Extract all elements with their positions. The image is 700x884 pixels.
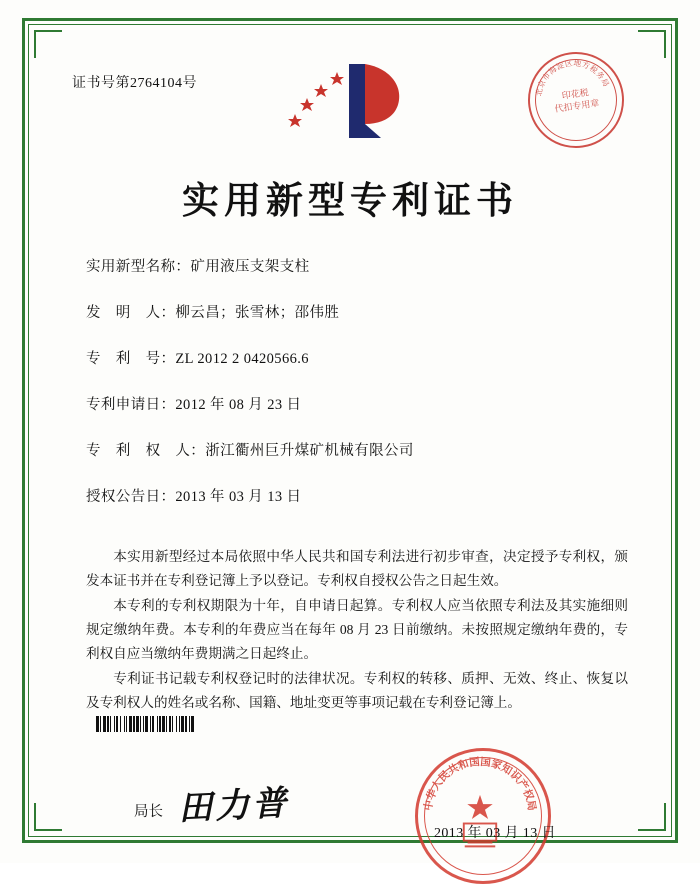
field-value: ZL 2012 2 0420566.6 xyxy=(175,351,309,367)
field-label: 专 利 权 人： xyxy=(86,443,206,459)
field-utility-model-name xyxy=(86,255,630,276)
barcode-icon xyxy=(96,716,284,732)
barcode-bar xyxy=(194,716,195,732)
field-value: 浙江衢州巨升煤矿机械有限公司 xyxy=(205,443,414,459)
corner-ornament-bottom-left xyxy=(34,803,62,831)
body-text xyxy=(86,545,628,716)
tax-stamp-center-text: 印花税 代扣专用章 xyxy=(553,87,600,115)
field-label: 发 明 人： xyxy=(86,305,176,321)
corner-ornament-top-left xyxy=(34,30,62,58)
fields-list xyxy=(86,255,630,531)
paragraph-2: 本专利的专利权期限为十年，自申请日起算。专利权人应当依照专利法及其实施细则规定缴纳年费。本专利的年费应当在每年 08 月 23 日前缴纳。未按照规定缴纳年费的，专利权自应当缴纳年费期满之日起终止。 xyxy=(86,598,628,661)
svg-text:北京市海淀区地方税务局: 北京市海淀区地方税务局 xyxy=(534,58,611,97)
field-authorization-announcement-date xyxy=(86,485,630,506)
field-label: 授权公告日： xyxy=(86,489,176,505)
official-seal xyxy=(415,748,551,884)
corner-ornament-top-right xyxy=(638,30,666,58)
field-patentee xyxy=(86,439,630,460)
field-value: 柳云昌；张雪林；邵伟胜 xyxy=(175,305,340,321)
tax-stamp xyxy=(522,46,630,154)
field-application-date xyxy=(86,393,630,414)
field-inventors xyxy=(86,301,630,322)
paragraph-1: 本实用新型经过本局依照中华人民共和国专利法进行初步审查，决定授予专利权，颁发本证书并在专利登记簿上予以登记。专利权自授权公告之日起生效。 xyxy=(86,549,628,588)
field-value: 矿用液压支架支柱 xyxy=(190,259,310,275)
corner-ornament-bottom-right xyxy=(638,803,666,831)
field-label: 实用新型名称： xyxy=(86,259,191,275)
field-value: 2012 年 08 月 23 日 xyxy=(175,397,302,413)
patent-office-logo xyxy=(285,58,415,146)
signature-label: 局长 xyxy=(134,804,163,820)
field-value: 2013 年 03 月 13 日 xyxy=(175,489,302,505)
paragraph-3: 专利证书记载专利权登记时的法律状况。专利权的转移、质押、无效、终止、恢复以及专利权人的姓名或名称、国籍、地址变更等事项记载在专利登记簿上。 xyxy=(86,671,628,710)
issue-date: 2013 年 03 月 13 日 xyxy=(434,826,556,841)
field-label: 专利申请日： xyxy=(86,397,176,413)
signature-name: 田力普 xyxy=(177,783,291,829)
page-title: 实用新型专利证书 xyxy=(182,181,518,222)
svg-text:中华人民共和国国家知识产权局: 中华人民共和国国家知识产权局 xyxy=(423,757,537,812)
certificate-number: 证书号第2764104号 xyxy=(72,76,197,91)
field-patent-number xyxy=(86,347,630,368)
field-label: 专 利 号： xyxy=(86,351,176,367)
